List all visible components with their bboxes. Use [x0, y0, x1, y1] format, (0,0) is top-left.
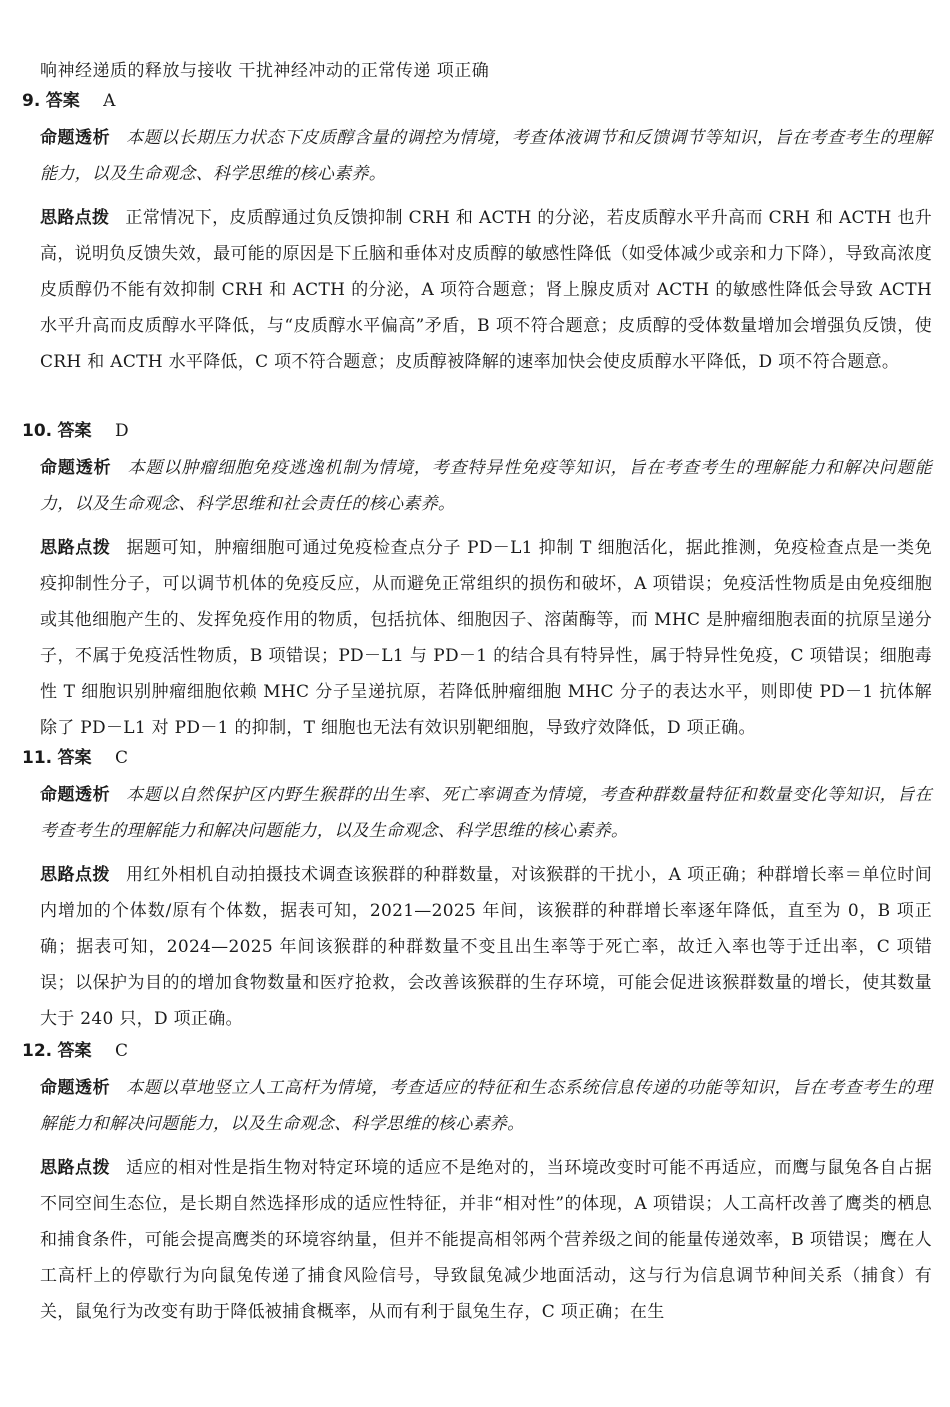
insight-text: 本题以肿瘤细胞免疫逃逸机制为情境，考查特异性免疫等知识，旨在考查考生的理解能力和解决问题能力，以及生命观念、科学思维和社会责任的核心素养。 — [40, 458, 932, 514]
answer-value: C — [114, 1041, 128, 1061]
answer-value: C — [114, 748, 128, 768]
analysis-paragraph — [40, 1150, 932, 1330]
answer-value: A — [103, 91, 116, 111]
continued-text: 响神经递质的释放与接收 干扰神经冲动的正常传递 项正确 — [40, 61, 490, 81]
question-number: 11. — [22, 748, 53, 768]
answer-line — [22, 420, 932, 442]
answer-item-12 — [22, 1040, 932, 1330]
question-number: 10. — [22, 421, 53, 441]
insight-text: 本题以草地竖立人工高杆为情境，考查适应的特征和生态系统信息传递的功能等知识，旨在考查考生的理解能力和解决问题能力，以及生命观念、科学思维的核心素养。 — [40, 1078, 932, 1134]
insight-paragraph — [40, 777, 932, 849]
answer-item-11 — [22, 747, 932, 1037]
answer-item-9 — [22, 90, 932, 380]
analysis-paragraph — [40, 530, 932, 746]
insight-label: 命题透析 — [40, 128, 111, 148]
insight-label: 命题透析 — [40, 458, 112, 478]
analysis-text: 用红外相机自动拍摄技术调查该猴群的种群数量，对该猴群的干扰小，A 项正确；种群增长率＝单位时间内增加的个体数/原有个体数，据表可知，2021—2025 年间，该猴群的种群增长率逐年降低，直至为 0，B 项正确；据表可知，2024—2025 年间该猴群的种群数量不变且出生率等于死亡率，故迁入率也等于迁出率，C 项错误；以保护为目的的增加食物数量和医疗抢救，会改善该猴群的生存环境，可能会促进该猴群数量的增长，使其数量大于 240 只，D 项正确。 — [40, 865, 933, 1029]
question-number: 9. — [22, 91, 41, 111]
insight-paragraph — [40, 1070, 932, 1142]
answer-line — [22, 1040, 932, 1062]
answer-value: D — [114, 421, 129, 441]
question-number: 12. — [22, 1041, 53, 1061]
insight-text: 本题以长期压力状态下皮质醇含量的调控为情境，考查体液调节和反馈调节等知识，旨在考查考生的理解能力，以及生命观念、科学思维的核心素养。 — [40, 128, 932, 184]
answer-item-10 — [22, 420, 932, 746]
answer-label: 答案 — [45, 91, 80, 111]
insight-paragraph — [40, 450, 932, 522]
insight-paragraph — [40, 120, 932, 192]
analysis-text: 正常情况下，皮质醇通过负反馈抑制 CRH 和 ACTH 的分泌，若皮质醇水平升高而 CRH 和 ACTH 也升高，说明负反馈失效，最可能的原因是下丘脑和垂体对皮质醇的敏感性降低（如受体减少或亲和力下降），导致高浓度皮质醇仍不能有效抑制 CRH 和 ACTH 的分泌，A 项符合题意；肾上腺皮质对 ACTH 的敏感性降低会导致 ACTH 水平升高而皮质醇水平降低，与“皮质醇水平偏高”矛盾，B 项不符合题意；皮质醇的受体数量增加会增强负反馈，使 CRH 和 ACTH 水平降低，C 项不符合题意；皮质醇被降解的速率加快会使皮质醇水平降低，D 项不符合题意。 — [40, 208, 932, 372]
answer-label: 答案 — [57, 421, 92, 441]
analysis-text: 适应的相对性是指生物对特定环境的适应不是绝对的，当环境改变时可能不再适应，而鹰与鼠兔各自占据不同空间生态位，是长期自然选择形成的适应性特征，并非“相对性”的体现，A 项错误；人工高杆改善了鹰类的栖息和捕食条件，可能会提高鹰类的环境容纳量，但并不能提高相邻两个营养级之间的能量传递效率，B 项错误；鹰在人工高杆上的停歇行为向鼠兔传递了捕食风险信号，导致鼠兔减少地面活动，这与行为信息调节种间关系（捕食）有关，鼠兔行为改变有助于降低被捕食概率，从而有利于鼠兔生存，C 项正确；在生 — [40, 1158, 932, 1322]
insight-text: 本题以自然保护区内野生猴群的出生率、死亡率调查为情境，考查种群数量特征和数量变化等知识，旨在考查考生的理解能力和解决问题能力，以及生命观念、科学思维的核心素养。 — [40, 785, 932, 841]
analysis-label: 思路点拨 — [40, 865, 111, 885]
insight-label: 命题透析 — [40, 785, 111, 805]
analysis-label: 思路点拨 — [40, 538, 111, 558]
analysis-text: 据题可知，肿瘤细胞可通过免疫检查点分子 PD－L1 抑制 T 细胞活化，据此推测，免疫检查点是一类免疫抑制性分子，可以调节机体的免疫反应，从而避免正常组织的损伤和破坏，A 项错误；免疫活性物质是由免疫细胞或其他细胞产生的、发挥免疫作用的物质，包括抗体、细胞因子、溶菌酶等，而 MHC 是肿瘤细胞表面的抗原呈递分子，不属于免疫活性物质，B 项错误；PD－L1 与 PD－1 的结合具有特异性，属于特异性免疫，C 项错误；细胞毒性 T 细胞识别肿瘤细胞依赖 MHC 分子呈递抗原，若降低肿瘤细胞 MHC 分子的表达水平，则即使 PD－1 抗体解除了 PD－L1 对 PD－1 的抑制，T 细胞也无法有效识别靶细胞，导致疗效降低，D 项正确。 — [40, 538, 933, 738]
answer-label: 答案 — [57, 1041, 92, 1061]
analysis-label: 思路点拨 — [40, 208, 110, 228]
analysis-paragraph — [40, 200, 932, 380]
insight-label: 命题透析 — [40, 1078, 111, 1098]
answer-line — [22, 747, 932, 769]
answer-label: 答案 — [57, 748, 92, 768]
analysis-label: 思路点拨 — [40, 1158, 111, 1178]
analysis-paragraph — [40, 857, 932, 1037]
answer-line — [22, 90, 932, 112]
